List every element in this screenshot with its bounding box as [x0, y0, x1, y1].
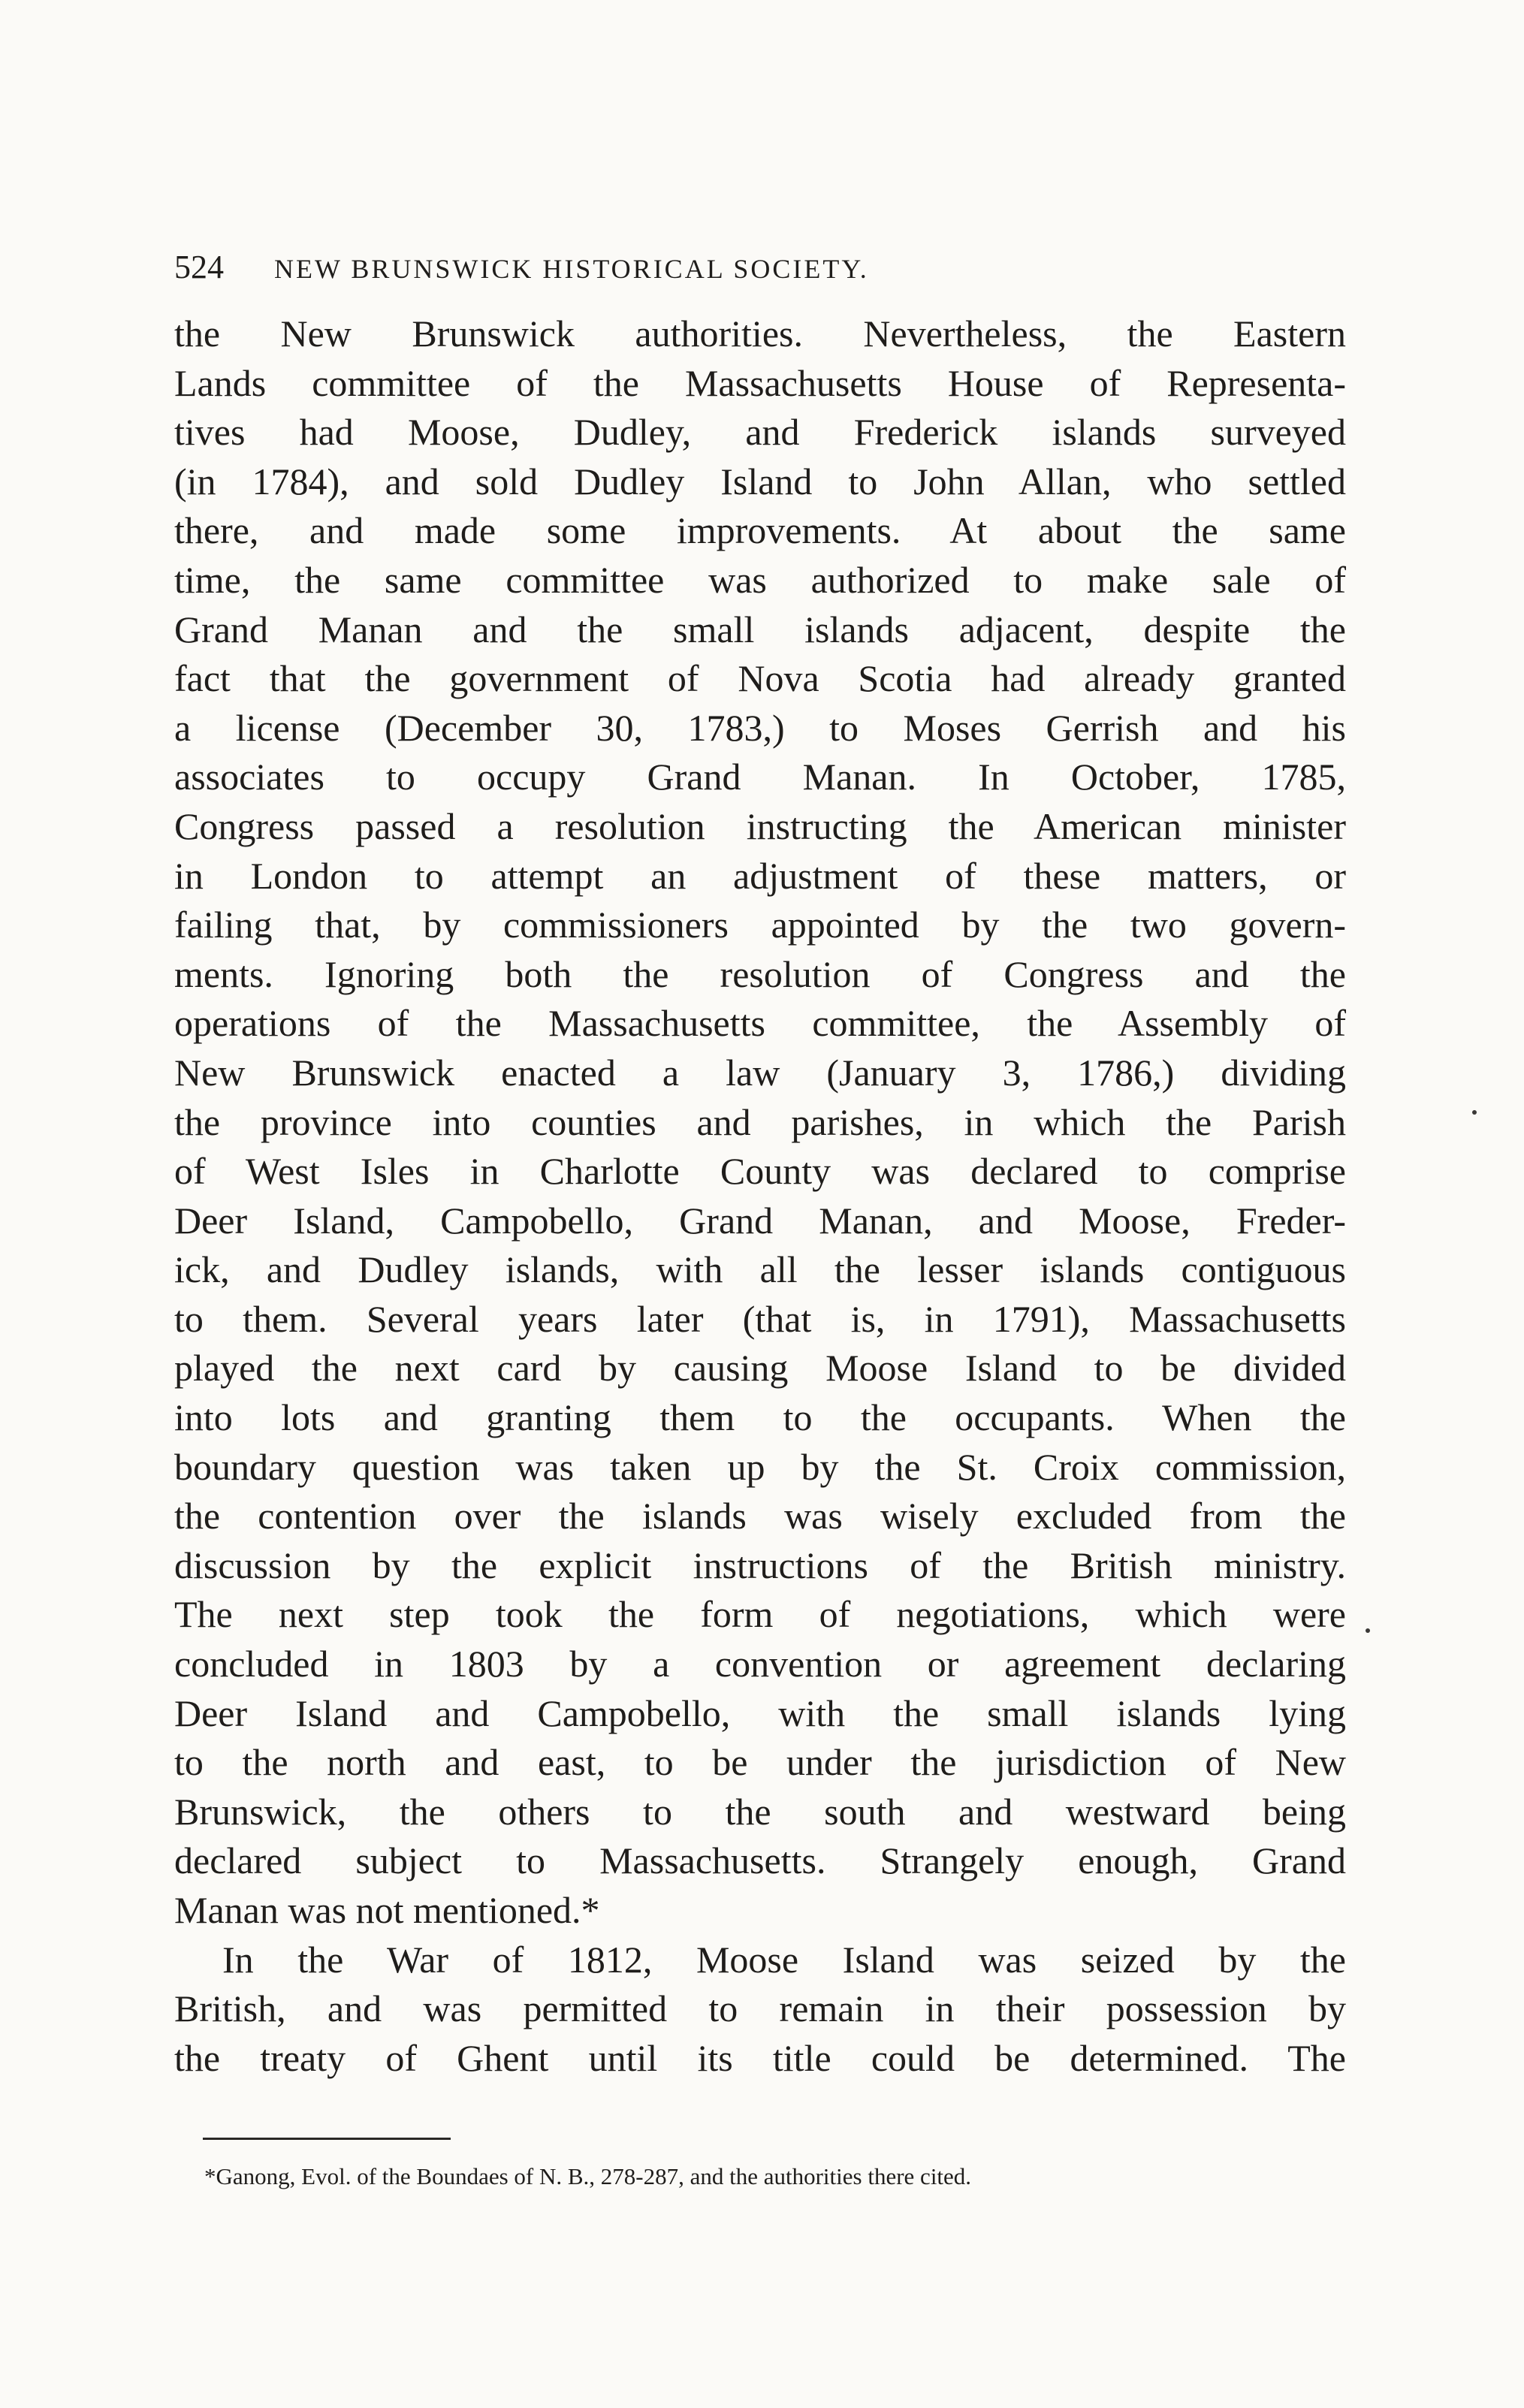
text-line: Grand Manan and the small islands adjacent, despite the: [174, 608, 1346, 650]
text-line: the New Brunswick authorities. Nevertheless, the Eastern: [174, 312, 1346, 355]
text-line: the province into counties and parishes, in which the Parish: [174, 1100, 1346, 1143]
text-line: (in 1784), and sold Dudley Island to John Allan, who settled: [174, 460, 1346, 502]
footnote: *Ganong, Evol. of the Boundaes of N. B., 278-287, and the authorities there cited.: [204, 2163, 972, 2189]
text-line: to them. Several years later (that is, in 1791), Massachusetts: [174, 1297, 1346, 1340]
text-line: Lands committee of the Massachusetts House of Representa-: [174, 361, 1346, 404]
text-line: fact that the government of Nova Scotia had already granted: [174, 657, 1346, 700]
text-line: into lots and granting them to the occupants. When the: [174, 1396, 1346, 1439]
text-line: ments. Ignoring both the resolution of Congress and the: [174, 952, 1346, 995]
page-number: 524: [174, 249, 224, 285]
text-line: played the next card by causing Moose Island to be divided: [174, 1347, 1346, 1390]
text-line: to the north and east, to be under the jurisdiction of New: [174, 1741, 1346, 1784]
page-header: [174, 245, 1346, 291]
text-line: British, and was permitted to remain in their possession by: [174, 1987, 1346, 2030]
text-line: ick, and Dudley islands, with all the lesser islands contiguous: [174, 1248, 1346, 1291]
text-line: Deer Island, Campobello, Grand Manan, and Moose, Freder-: [174, 1199, 1346, 1242]
text-line: discussion by the explicit instructions of the British ministry.: [174, 1543, 1346, 1586]
text-line: the treaty of Ghent until its title could be determined. The: [174, 2036, 1346, 2079]
margin-speck: [1366, 1628, 1370, 1633]
text-line: Manan was not mentioned.*: [174, 1889, 600, 1931]
text-line: New Brunswick enacted a law (January 3, 1786,) dividing: [174, 1051, 1346, 1094]
text-line: the contention over the islands was wisely excluded from the: [174, 1495, 1346, 1537]
text-line: operations of the Massachusetts committee, the Assembly of: [174, 1002, 1346, 1045]
body-text: [174, 309, 1346, 2083]
margin-speck: [1472, 1110, 1477, 1115]
text-line: Brunswick, the others to the south and westward being: [174, 1790, 1346, 1833]
running-head: NEW BRUNSWICK HISTORICAL SOCIETY.: [274, 254, 869, 284]
footnote-divider: [203, 2138, 451, 2140]
paragraph-start-line: In the War of 1812, Moose Island was seized by the: [222, 1938, 1346, 1981]
text-line: tives had Moose, Dudley, and Frederick islands surveyed: [174, 411, 1346, 454]
text-line: there, and made some improvements. At about the same: [174, 509, 1346, 552]
text-line: failing that, by commissioners appointed by the two govern-: [174, 904, 1346, 946]
text-line: The next step took the form of negotiations, which were: [174, 1593, 1346, 1636]
text-line: Deer Island and Campobello, with the small islands lying: [174, 1691, 1346, 1734]
text-line: declared subject to Massachusetts. Strangely enough, Grand: [174, 1839, 1346, 1882]
text-line: associates to occupy Grand Manan. In October, 1785,: [174, 756, 1346, 798]
text-line: of West Isles in Charlotte County was declared to comprise: [174, 1150, 1346, 1193]
text-line: Congress passed a resolution instructing the American minister: [174, 804, 1346, 847]
text-line: in London to attempt an adjustment of these matters, or: [174, 854, 1346, 897]
text-line: boundary question was taken up by the St. Croix commission,: [174, 1445, 1346, 1488]
text-line: a license (December 30, 1783,) to Moses Gerrish and his: [174, 706, 1346, 749]
text-line: concluded in 1803 by a convention or agreement declaring: [174, 1643, 1346, 1685]
text-line: time, the same committee was authorized to make sale of: [174, 558, 1346, 601]
